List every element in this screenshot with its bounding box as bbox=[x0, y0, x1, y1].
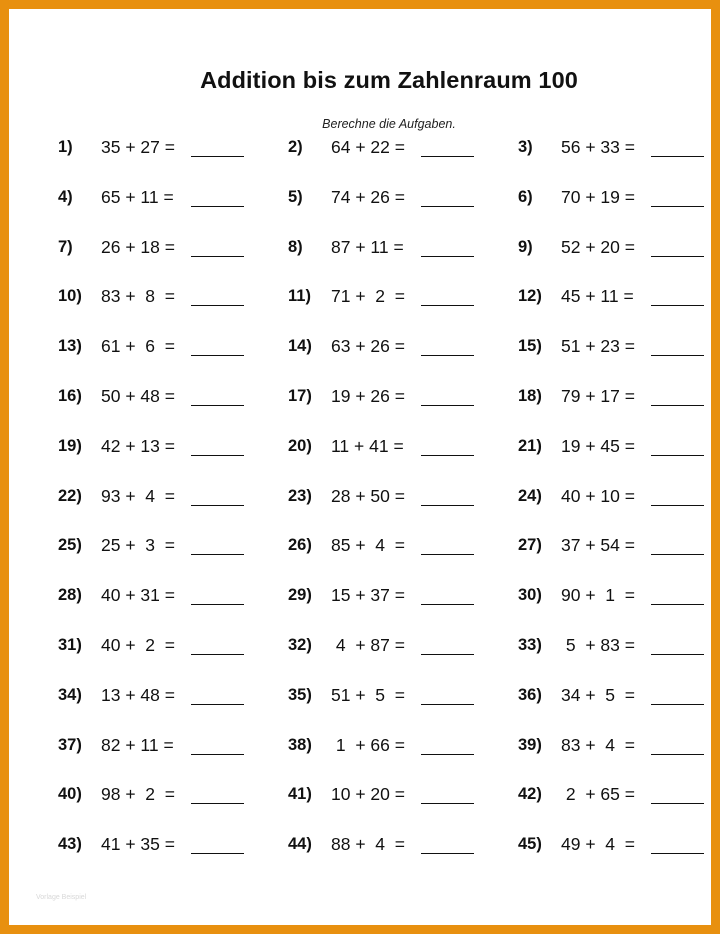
problem-number: 38) bbox=[288, 735, 312, 754]
problem-number: 20) bbox=[288, 436, 312, 455]
problem-number: 23) bbox=[288, 486, 312, 505]
problem-expression: 28 + 50 = bbox=[331, 485, 405, 506]
answer-blank[interactable] bbox=[421, 156, 474, 157]
problem-number: 2) bbox=[288, 138, 303, 156]
problem-number: 3) bbox=[518, 138, 533, 156]
problem-expression: 2 + 65 = bbox=[561, 784, 635, 805]
answer-blank[interactable] bbox=[651, 704, 704, 705]
problem-expression: 5 + 83 = bbox=[561, 635, 635, 655]
problem-number: 41) bbox=[288, 785, 312, 804]
answer-blank[interactable] bbox=[191, 505, 244, 506]
problem-expression: 83 + 8 = bbox=[101, 286, 175, 307]
answer-blank[interactable] bbox=[191, 554, 244, 555]
answer-blank[interactable] bbox=[421, 754, 474, 755]
problem-expression: 51 + 5 = bbox=[331, 684, 405, 705]
problem-number: 11) bbox=[288, 287, 311, 306]
problem-expression: 1 + 66 = bbox=[331, 734, 405, 755]
problem-number: 31) bbox=[58, 636, 82, 654]
problem-expression: 70 + 19 = bbox=[561, 186, 635, 207]
problem-number: 27) bbox=[518, 536, 542, 555]
answer-blank[interactable] bbox=[421, 554, 474, 555]
problem-expression: 26 + 18 = bbox=[101, 236, 175, 257]
problem-number: 12) bbox=[518, 287, 542, 306]
problem-number: 43) bbox=[58, 835, 82, 854]
problem-number: 18) bbox=[518, 387, 542, 405]
problem-expression: 82 + 11 = bbox=[101, 734, 174, 755]
problem-number: 17) bbox=[288, 387, 312, 405]
answer-blank[interactable] bbox=[421, 803, 474, 804]
problem-expression: 42 + 13 = bbox=[101, 435, 175, 456]
answer-blank[interactable] bbox=[421, 654, 474, 655]
answer-blank[interactable] bbox=[421, 704, 474, 705]
problem-expression: 71 + 2 = bbox=[331, 286, 405, 307]
answer-blank[interactable] bbox=[651, 554, 704, 555]
problem-number: 37) bbox=[58, 735, 82, 754]
answer-blank[interactable] bbox=[191, 853, 244, 854]
answer-blank[interactable] bbox=[191, 803, 244, 804]
problem-expression: 4 + 87 = bbox=[331, 635, 405, 655]
problem-expression: 79 + 17 = bbox=[561, 386, 635, 406]
problem-number: 21) bbox=[518, 436, 542, 455]
problem-expression: 52 + 20 = bbox=[561, 236, 635, 257]
problem-expression: 15 + 37 = bbox=[331, 585, 405, 606]
answer-blank[interactable] bbox=[651, 256, 704, 257]
problem-number: 44) bbox=[288, 835, 312, 854]
answer-blank[interactable] bbox=[191, 355, 244, 356]
problem-expression: 56 + 33 = bbox=[561, 137, 635, 157]
answer-blank[interactable] bbox=[421, 405, 474, 406]
problem-expression: 88 + 4 = bbox=[331, 834, 405, 855]
problem-number: 24) bbox=[518, 486, 542, 505]
problem-number: 36) bbox=[518, 685, 542, 704]
problem-number: 42) bbox=[518, 785, 542, 804]
problem-number: 19) bbox=[58, 436, 82, 455]
problem-number: 29) bbox=[288, 586, 312, 605]
answer-blank[interactable] bbox=[651, 156, 704, 157]
page-title: Addition bis zum Zahlenraum 100 bbox=[200, 67, 578, 93]
answer-blank[interactable] bbox=[421, 604, 474, 605]
answer-blank[interactable] bbox=[191, 405, 244, 406]
problem-expression: 37 + 54 = bbox=[561, 535, 635, 556]
problem-number: 15) bbox=[518, 337, 542, 356]
answer-blank[interactable] bbox=[651, 803, 704, 804]
problem-number: 14) bbox=[288, 337, 312, 356]
problem-expression: 90 + 1 = bbox=[561, 585, 635, 606]
answer-blank[interactable] bbox=[191, 256, 244, 257]
problem-expression: 40 + 2 = bbox=[101, 635, 175, 655]
answer-blank[interactable] bbox=[421, 505, 474, 506]
problem-expression: 13 + 48 = bbox=[101, 684, 175, 705]
problem-expression: 93 + 4 = bbox=[101, 485, 175, 506]
problem-number: 30) bbox=[518, 586, 542, 605]
problem-number: 8) bbox=[288, 237, 303, 256]
problem-expression: 19 + 45 = bbox=[561, 435, 635, 456]
answer-blank[interactable] bbox=[191, 654, 244, 655]
problem-expression: 40 + 31 = bbox=[101, 585, 175, 606]
problem-expression: 87 + 11 = bbox=[331, 236, 404, 257]
answer-blank[interactable] bbox=[191, 455, 244, 456]
problem-number: 34) bbox=[58, 685, 82, 704]
problem-number: 25) bbox=[58, 536, 82, 555]
answer-blank[interactable] bbox=[651, 604, 704, 605]
problem-expression: 98 + 2 = bbox=[101, 784, 175, 805]
watermark: Vorlage Beispiel bbox=[36, 894, 87, 901]
problem-number: 33) bbox=[518, 636, 542, 654]
answer-blank[interactable] bbox=[651, 355, 704, 356]
problem-number: 1) bbox=[58, 138, 73, 156]
problem-number: 6) bbox=[518, 187, 533, 206]
problem-expression: 45 + 11 = bbox=[561, 286, 634, 307]
problem-expression: 10 + 20 = bbox=[331, 784, 405, 805]
problem-number: 35) bbox=[288, 685, 312, 704]
problem-expression: 51 + 23 = bbox=[561, 336, 635, 357]
answer-blank[interactable] bbox=[651, 654, 704, 655]
problem-number: 7) bbox=[58, 237, 73, 256]
problem-expression: 50 + 48 = bbox=[101, 386, 175, 406]
problem-number: 26) bbox=[288, 536, 312, 555]
problem-number: 39) bbox=[518, 735, 542, 754]
answer-blank[interactable] bbox=[191, 754, 244, 755]
problem-number: 28) bbox=[58, 586, 82, 605]
problem-number: 13) bbox=[58, 337, 82, 356]
answer-blank[interactable] bbox=[421, 355, 474, 356]
answer-blank[interactable] bbox=[191, 156, 244, 157]
problem-expression: 34 + 5 = bbox=[561, 684, 635, 705]
problem-number: 9) bbox=[518, 237, 533, 256]
answer-blank[interactable] bbox=[421, 853, 474, 854]
answer-blank[interactable] bbox=[191, 604, 244, 605]
answer-blank[interactable] bbox=[651, 305, 704, 306]
problem-expression: 41 + 35 = bbox=[101, 834, 175, 855]
answer-blank[interactable] bbox=[651, 405, 704, 406]
worksheet-page bbox=[9, 9, 711, 925]
problem-expression: 65 + 11 = bbox=[101, 186, 174, 207]
problem-number: 5) bbox=[288, 187, 303, 206]
answer-blank[interactable] bbox=[421, 455, 474, 456]
instructions: Berechne die Aufgaben. bbox=[322, 117, 456, 131]
problem-expression: 49 + 4 = bbox=[561, 834, 635, 855]
problem-expression: 11 + 41 = bbox=[331, 435, 404, 456]
answer-blank[interactable] bbox=[191, 704, 244, 705]
problem-expression: 40 + 10 = bbox=[561, 485, 635, 506]
answer-blank[interactable] bbox=[191, 206, 244, 207]
problem-number: 40) bbox=[58, 785, 82, 804]
answer-blank[interactable] bbox=[421, 206, 474, 207]
problem-number: 45) bbox=[518, 835, 542, 854]
problem-expression: 74 + 26 = bbox=[331, 186, 405, 207]
answer-blank[interactable] bbox=[651, 505, 704, 506]
problem-number: 32) bbox=[288, 636, 312, 654]
problem-expression: 19 + 26 = bbox=[331, 386, 405, 406]
problem-expression: 85 + 4 = bbox=[331, 535, 405, 556]
problem-number: 10) bbox=[58, 287, 82, 306]
answer-blank[interactable] bbox=[651, 206, 704, 207]
problem-expression: 64 + 22 = bbox=[331, 137, 405, 157]
problem-number: 16) bbox=[58, 387, 82, 405]
problem-number: 22) bbox=[58, 486, 82, 505]
answer-blank[interactable] bbox=[191, 305, 244, 306]
answer-blank[interactable] bbox=[651, 455, 704, 456]
problem-expression: 35 + 27 = bbox=[101, 137, 175, 157]
problem-expression: 25 + 3 = bbox=[101, 535, 175, 556]
answer-blank[interactable] bbox=[421, 256, 474, 257]
problem-expression: 83 + 4 = bbox=[561, 734, 635, 755]
problem-expression: 61 + 6 = bbox=[101, 336, 175, 357]
answer-blank[interactable] bbox=[651, 853, 704, 854]
answer-blank[interactable] bbox=[651, 754, 704, 755]
problem-expression: 63 + 26 = bbox=[331, 336, 405, 357]
problem-number: 4) bbox=[58, 187, 73, 206]
answer-blank[interactable] bbox=[421, 305, 474, 306]
